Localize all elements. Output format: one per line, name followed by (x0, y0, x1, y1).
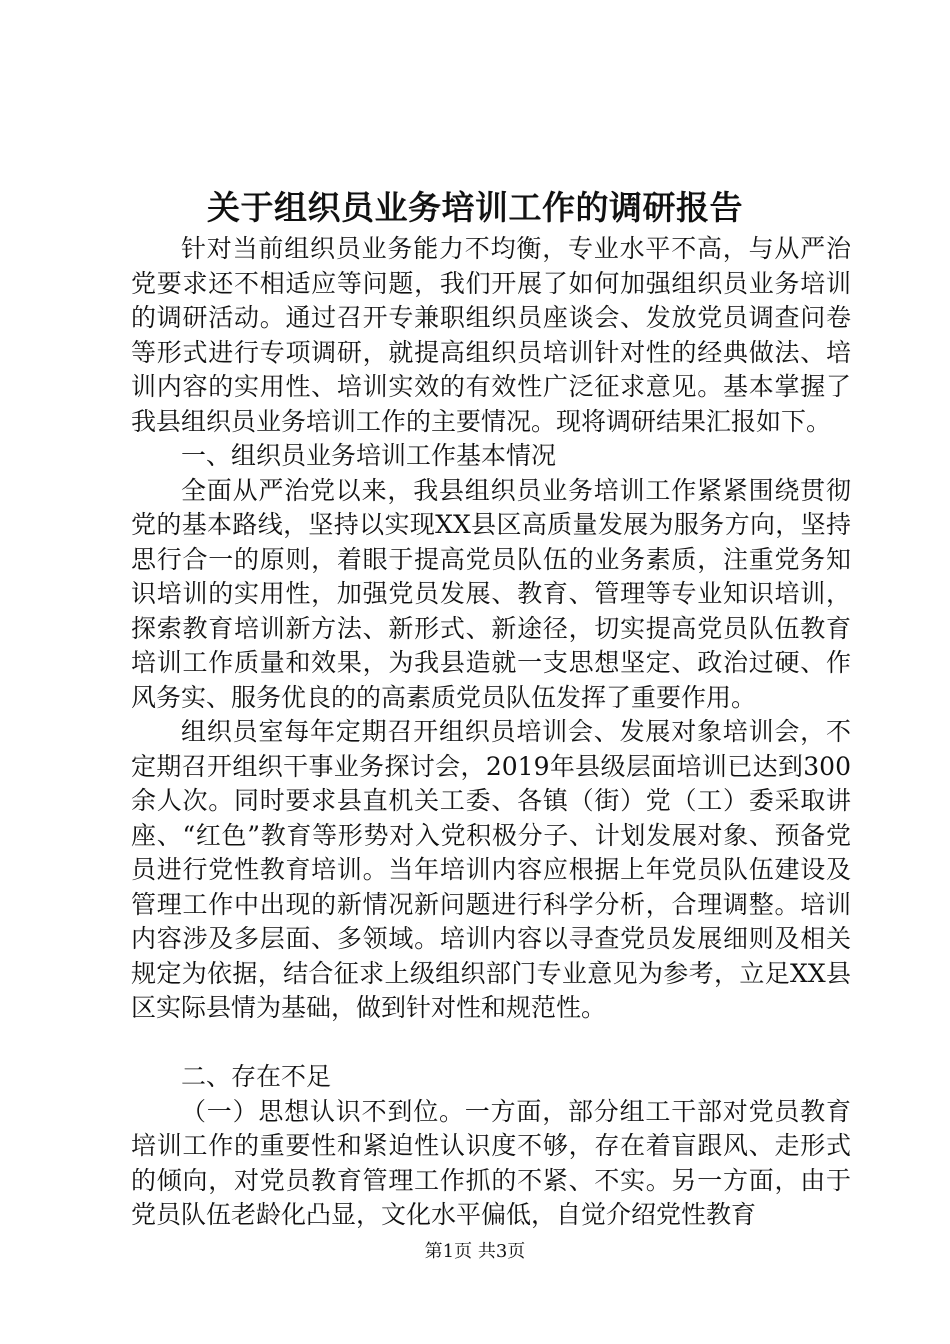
section-heading-shortcomings: 二、存在不足 (181, 1062, 332, 1091)
paragraph-gap (131, 1026, 851, 1061)
basic-situation-paragraph-2: 组织员室每年定期召开组织员培训会、发展对象培训会，不定期召开组织干事业务探讨会，2019年县级层面培训已达到300余人次。同时要求县直机关工委、各镇（街）党（工）委采取讲座、“红色”教育等形势对入党积极分子、计划发展对象、预备党员进行党性教育培训。当年培训内容应根据上年党员队伍建设及管理工作中出现的新情况新问题进行科学分析，合理调整。培训内容涉及多层面、多领域。培训内容以寻查党员发展细则及相关规定为依据，结合征求上级组织部门专业意见为参考，立足XX县区实际县情为基础，做到针对性和规范性。 (131, 717, 851, 1022)
intro-paragraph: 针对当前组织员业务能力不均衡，专业水平不高，与从严治党要求还不相适应等问题，我们开展了如何加强组织员业务培训的调研活动。通过召开专兼职组织员座谈会、发放党员调查问卷等形式进行专项调研，就提高组织员培训针对性的经典做法、培训内容的实用性、培训实效的有效性广泛征求意见。基本掌握了我县组织员业务培训工作的主要情况。现将调研结果汇报如下。 (131, 234, 851, 436)
shortcomings-paragraph-1: （一）思想认识不到位。一方面，部分组工干部对党员教育培训工作的重要性和紧迫性认识度不够，存在着盲跟风、走形式的倾向，对党员教育管理工作抓的不紧、不实。另一方面，由于党员队伍老龄化凸显，文化水平偏低，自觉介绍党性教育 (131, 1096, 851, 1229)
page-footer: 第1页 共3页 (424, 1241, 526, 1262)
document-title: 关于组织员业务培训工作的调研报告 (207, 188, 743, 227)
basic-situation-paragraph-1: 全面从严治党以来，我县组织员业务培训工作紧紧围绕贯彻党的基本路线，坚持以实现XX县区高质量发展为服务方向，坚持思行合一的原则，着眼于提高党员队伍的业务素质，注重党务知识培训的实用性，加强党员发展、教育、管理等专业知识培训，探索教育培训新方法、新形式、新途径，切实提高党员队伍教育培训工作质量和效果，为我县造就一支思想坚定、政治过硬、作风务实、服务优良的的高素质党员队伍发挥了重要作用。 (131, 475, 851, 712)
document-body (131, 232, 851, 1233)
section-heading-basic-situation: 一、组织员业务培训工作基本情况 (181, 441, 557, 470)
